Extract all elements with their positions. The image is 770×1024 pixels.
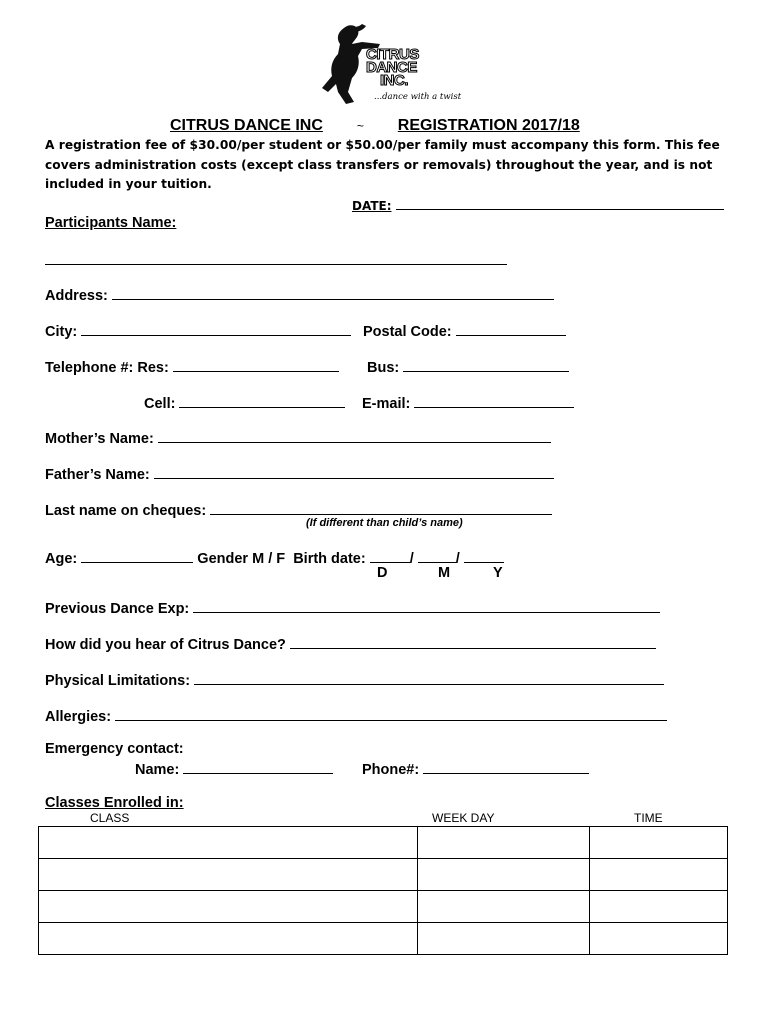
cheques-label: Last name on cheques: xyxy=(45,503,207,519)
bus-label: Bus: xyxy=(367,360,400,376)
city-field[interactable] xyxy=(81,321,351,336)
email-label: E-mail: xyxy=(362,396,411,412)
weekday-cell[interactable] xyxy=(418,859,590,891)
emergency-phone-row xyxy=(362,759,589,778)
address-field[interactable] xyxy=(112,285,554,300)
emergency-name-field[interactable] xyxy=(183,759,333,774)
birth-sep-2: / xyxy=(455,551,460,567)
cell-row xyxy=(144,393,345,412)
cell-phone-field[interactable] xyxy=(179,393,345,408)
cell-label: Cell: xyxy=(144,396,176,412)
classes-header-class: CLASS xyxy=(90,811,130,825)
bus-phone-field[interactable] xyxy=(403,357,569,372)
table-row xyxy=(39,859,728,891)
logo-word-inc: INC. xyxy=(380,72,408,89)
hear-row xyxy=(45,634,656,653)
emergency-name-label: Name: xyxy=(135,762,180,778)
allergies-row xyxy=(45,706,667,725)
father-label: Father’s Name: xyxy=(45,467,150,483)
telephone-res-label: Telephone #: Res: xyxy=(45,360,169,376)
allergies-field[interactable] xyxy=(115,706,667,721)
weekday-cell[interactable] xyxy=(418,827,590,859)
telephone-row xyxy=(45,357,339,376)
date-label: DATE: xyxy=(352,199,392,213)
table-row xyxy=(39,923,728,955)
email-row xyxy=(362,393,574,412)
hear-field[interactable] xyxy=(290,634,656,649)
bus-row xyxy=(367,357,569,376)
class-cell[interactable] xyxy=(39,827,418,859)
classes-header-weekday: WEEK DAY xyxy=(432,811,495,825)
mother-label: Mother’s Name: xyxy=(45,431,154,447)
time-cell[interactable] xyxy=(590,891,728,923)
address-row xyxy=(45,285,554,304)
participants-name-field[interactable] xyxy=(45,264,507,265)
weekday-cell[interactable] xyxy=(418,891,590,923)
birth-y-label: Y xyxy=(493,565,503,581)
date-field[interactable] xyxy=(396,197,724,210)
emergency-name-row xyxy=(135,759,333,778)
class-cell[interactable] xyxy=(39,859,418,891)
logo-text xyxy=(366,48,419,87)
emergency-label: Emergency contact: xyxy=(45,741,184,757)
postal-label: Postal Code: xyxy=(363,324,452,340)
hear-label: How did you hear of Citrus Dance? xyxy=(45,637,286,653)
time-cell[interactable] xyxy=(590,827,728,859)
intro-paragraph: A registration fee of $30.00/per student or $50.00/per family must accompany this form. This fee covers administration costs (except class transfers or removals) throughout the year, and is not included in your tuition. xyxy=(45,138,720,191)
birth-date-label: Birth date: xyxy=(293,551,366,567)
logo xyxy=(318,22,468,106)
address-label: Address: xyxy=(45,288,108,304)
prev-exp-field[interactable] xyxy=(193,598,660,613)
class-cell[interactable] xyxy=(39,923,418,955)
birth-sep-1: / xyxy=(409,551,414,567)
phys-field[interactable] xyxy=(194,670,664,685)
title-separator: ~ xyxy=(356,119,364,133)
prev-exp-row xyxy=(45,598,660,617)
father-row xyxy=(45,464,554,483)
prev-exp-label: Previous Dance Exp: xyxy=(45,601,190,617)
classes-table xyxy=(38,826,728,955)
postal-code-field[interactable] xyxy=(456,321,566,336)
birth-d-label: D xyxy=(377,565,388,581)
mother-name-field[interactable] xyxy=(158,428,551,443)
classes-label: Classes Enrolled in: xyxy=(45,795,184,811)
birth-year-field[interactable] xyxy=(464,548,504,563)
time-cell[interactable] xyxy=(590,923,728,955)
logo-tagline: ...dance with a twist xyxy=(374,92,462,102)
father-name-field[interactable] xyxy=(154,464,554,479)
date-row xyxy=(352,197,724,213)
postal-row xyxy=(363,321,566,340)
emergency-phone-field[interactable] xyxy=(423,759,589,774)
mother-row xyxy=(45,428,551,447)
age-label: Age: xyxy=(45,551,78,567)
table-row xyxy=(39,827,728,859)
table-row xyxy=(39,891,728,923)
phys-row xyxy=(45,670,664,689)
logo-word-citrus: CITRUS xyxy=(366,46,419,63)
gender-label: Gender M / F xyxy=(197,551,286,567)
cheques-note: (If different than child’s name) xyxy=(306,517,463,529)
age-field[interactable] xyxy=(81,548,193,563)
classes-header-time: TIME xyxy=(634,811,663,825)
class-cell[interactable] xyxy=(39,891,418,923)
phys-label: Physical Limitations: xyxy=(45,673,191,689)
title-registration: REGISTRATION 2017/18 xyxy=(397,117,580,134)
birth-day-field[interactable] xyxy=(370,548,410,563)
city-label: City: xyxy=(45,324,78,340)
city-row xyxy=(45,321,351,340)
time-cell[interactable] xyxy=(590,859,728,891)
email-field[interactable] xyxy=(414,393,574,408)
telephone-res-field[interactable] xyxy=(173,357,339,372)
page-title xyxy=(170,117,580,135)
cheques-row xyxy=(45,500,552,519)
birth-month-field[interactable] xyxy=(418,548,456,563)
title-org: CITRUS DANCE INC xyxy=(170,117,323,134)
participants-label: Participants Name: xyxy=(45,215,177,231)
age-row xyxy=(45,548,504,567)
weekday-cell[interactable] xyxy=(418,923,590,955)
logo-word-dance: DANCE xyxy=(366,59,417,76)
birth-m-label: M xyxy=(438,565,451,581)
cheques-name-field[interactable] xyxy=(210,500,552,515)
allergies-label: Allergies: xyxy=(45,709,112,725)
emergency-phone-label: Phone#: xyxy=(362,762,420,778)
